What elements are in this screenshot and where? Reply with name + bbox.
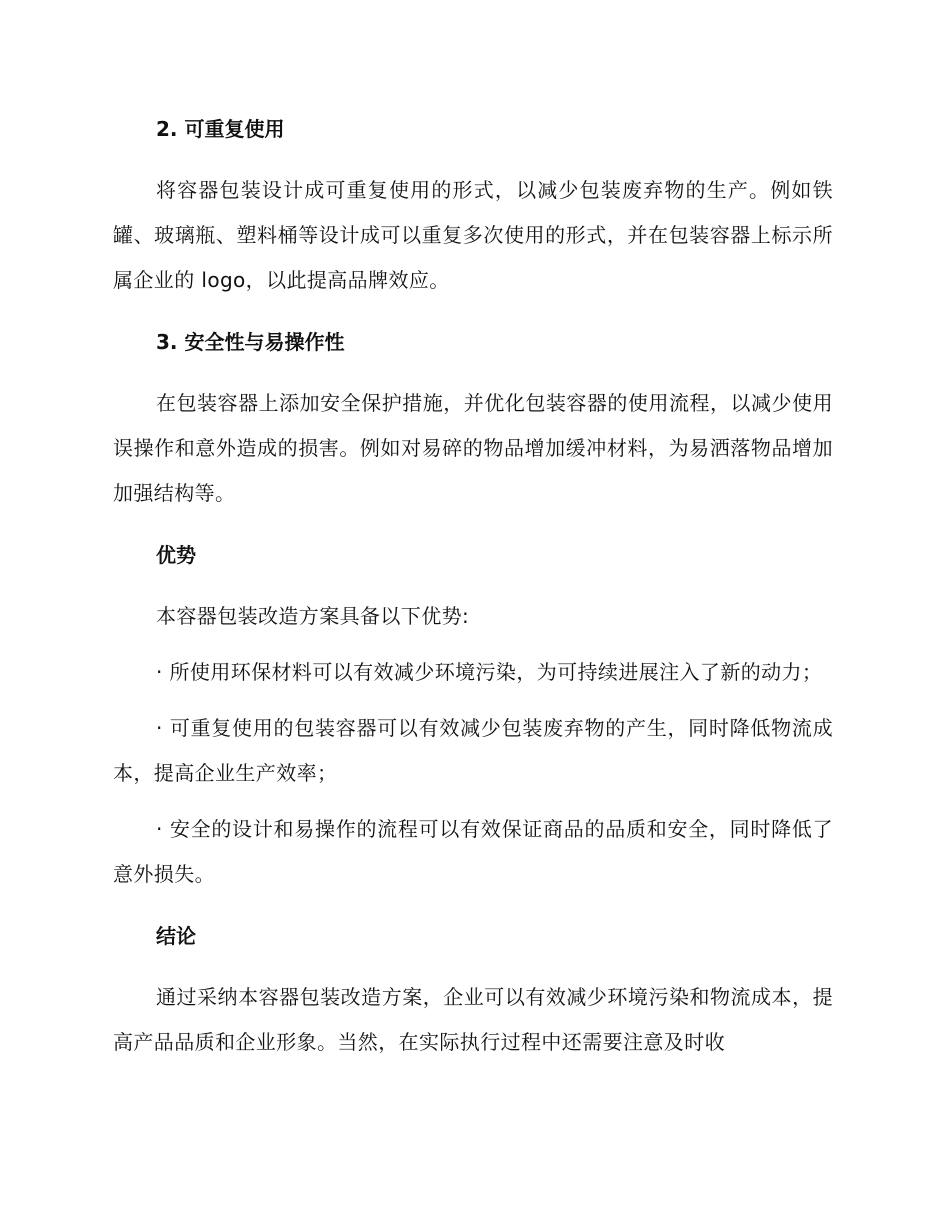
paragraph-advantages-intro: 本容器包装改造方案具备以下优势: xyxy=(156,604,470,628)
section-heading-conclusion: 结论 xyxy=(156,924,196,948)
document-body xyxy=(113,112,833,1065)
section-heading-safety: 3. 安全性与易操作性 xyxy=(156,330,345,354)
list-item-advantage-2: · 可重复使用的包装容器可以有效减少包装废弃物的产生，同时降低物流成本，提高企业生产效率； xyxy=(113,716,833,785)
paragraph-reusable: 将容器包装设计成可重复使用的形式，以减少包装废弃物的生产。例如铁罐、玻璃瓶、塑料桶等设计成可以重复多次使用的形式，并在包装容器上标示所属企业的 logo，以此提高品牌效应。 xyxy=(113,178,833,292)
section-heading-reusable: 2. 可重复使用 xyxy=(156,117,285,141)
list-item-advantage-1: · 所使用环保材料可以有效减少环境污染，为可持续进展注入了新的动力； xyxy=(156,660,823,684)
section-heading-advantages: 优势 xyxy=(156,543,196,567)
paragraph-safety: 在包装容器上添加安全保护措施，并优化包装容器的使用流程，以减少使用误操作和意外造成的损害。例如对易碎的物品增加缓冲材料，为易洒落物品增加加强结构等。 xyxy=(113,391,833,505)
list-item-advantage-3: · 安全的设计和易操作的流程可以有效保证商品的品质和安全，同时降低了意外损失。 xyxy=(113,817,833,886)
paragraph-conclusion: 通过采纳本容器包装改造方案，企业可以有效减少环境污染和物流成本，提高产品品质和企业形象。当然，在实际执行过程中还需要注意及时收 xyxy=(113,985,833,1054)
